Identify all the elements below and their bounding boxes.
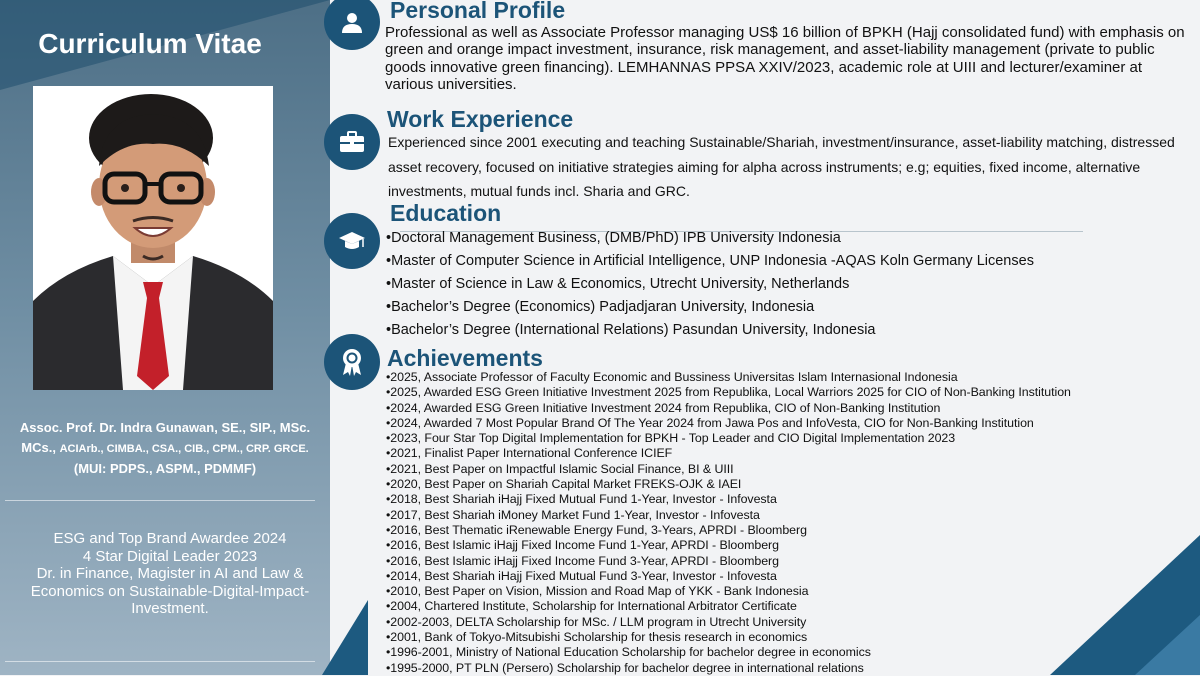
award-ribbon-icon bbox=[324, 334, 380, 390]
name-line-1: Assoc. Prof. Dr. Indra Gunawan, SE., SIP., MSc. bbox=[19, 420, 311, 435]
list-item: •2025, Awarded ESG Green Initiative Investment 2025 from Republika, Local Warriors 2025 for CIO of Non-Banking Institution bbox=[386, 385, 1071, 400]
list-item: •2021, Best Paper on Impactful Islamic Social Finance, BI & UIII bbox=[386, 461, 734, 476]
list-item: •2024, Awarded ESG Green Initiative Investment 2024 from Republika, CIO of Non-Banking Institution bbox=[386, 400, 941, 415]
section-title-work-experience: Work Experience bbox=[387, 106, 574, 132]
section-title-personal-profile: Personal Profile bbox=[390, 0, 566, 23]
profile-photo bbox=[33, 86, 273, 390]
list-item: •2016, Best Islamic iHajj Fixed Income Fund 3-Year, APRDI - Bloomberg bbox=[386, 553, 779, 568]
list-item: •2021, Finalist Paper International Conference ICIEF bbox=[386, 446, 673, 461]
name-block bbox=[0, 418, 330, 479]
list-item: •2016, Best Thematic iRenewable Energy Fund, 3-Years, APRDI - Bloomberg bbox=[386, 522, 807, 537]
award-line: Economics on Sustainable-Digital-Impact- bbox=[30, 582, 310, 600]
list-item: •2010, Best Paper on Vision, Mission and Road Map of YKK - Bank Indonesia bbox=[386, 584, 809, 599]
name-line-2b: ACIArb., CIMBA., CSA., CIB., CPM., CRP. GRCE. bbox=[59, 443, 309, 455]
list-item: •2024, Awarded 7 Most Popular Brand Of The Year 2024 from Jawa Pos and InfoVesta, CIO for Non-Banking Institution bbox=[386, 415, 1034, 430]
name-line-2a: MCs., bbox=[21, 440, 56, 455]
list-item: •2017, Best Shariah iMoney Market Fund 1-Year, Investor - Infovesta bbox=[386, 507, 760, 522]
person-icon bbox=[324, 0, 380, 50]
decorative-triangle bbox=[1135, 615, 1200, 675]
work-experience-text: Experienced since 2001 executing and teaching Sustainable/Shariah, investment/insurance, asset-liability matching, distressed asset recovery, focused on initiative strategies aiming for alpha across instruments; e.g; equities, fixed income, alternative investments, mutual funds incl. Sharia and GRC. bbox=[388, 134, 1175, 199]
name-line-3: (MUI: PDPS., ASPM., PDMMF) bbox=[73, 461, 257, 476]
award-line: ESG and Top Brand Awardee 2024 bbox=[53, 530, 287, 547]
list-item: •Bachelor’s Degree (International Relations) Pasundan University, Indonesia bbox=[386, 322, 876, 338]
list-item: •Bachelor’s Degree (Economics) Padjadjaran University, Indonesia bbox=[386, 299, 815, 315]
award-line: 4 Star Digital Leader 2023 bbox=[82, 547, 258, 565]
list-item: •2002-2003, DELTA Scholarship for MSc. / LLM program in Utrecht University bbox=[386, 614, 807, 629]
list-item: •2025, Associate Professor of Faculty Economic and Bussiness Universitas Islam Internasional Indonesia bbox=[386, 370, 958, 384]
personal-profile-text: Professional as well as Associate Professor managing US$ 16 billion of BPKH (Hajj consolidated fund) with emphasis on green and orange impact investment, insurance, risk management, and asset-liability management (private to public goods innovative green financing). LEMHANNAS PPSA XXIV/2023, academic role at UIII and lecturer/examiner at various universities. bbox=[385, 24, 1185, 93]
name-line-2 bbox=[0, 438, 330, 459]
graduation-cap-icon bbox=[324, 213, 380, 269]
list-item: •1995-2000, PT PLN (Persero) Scholarship for bachelor degree in international relations bbox=[386, 660, 864, 675]
award-line: Dr. in Finance, Magister in AI and Law & bbox=[36, 565, 304, 582]
award-line: Investment. bbox=[131, 600, 209, 617]
list-item: •2018, Best Shariah iHajj Fixed Mutual Fund 1-Year, Investor - Infovesta bbox=[386, 492, 777, 507]
list-item: •2001, Bank of Tokyo-Mitsubishi Scholarship for thesis research in economics bbox=[386, 630, 808, 645]
decorative-triangle bbox=[322, 600, 368, 675]
section-title-education: Education bbox=[390, 200, 502, 226]
list-item: •1996-2001, Ministry of National Education Scholarship for bachelor degree in economics bbox=[386, 645, 871, 660]
education-list bbox=[386, 227, 1034, 342]
list-item: •2004, Chartered Institute, Scholarship for International Arbitrator Certificate bbox=[386, 599, 797, 614]
list-item: •Doctoral Management Business, (DMB/PhD) IPB University Indonesia bbox=[386, 230, 841, 246]
list-item: •2020, Best Paper on Shariah Capital Market FREKS-OJK & IAEI bbox=[386, 477, 742, 492]
list-item: •2016, Best Islamic iHajj Fixed Income Fund 1-Year, APRDI - Bloomberg bbox=[386, 538, 779, 553]
section-title-achievements: Achievements bbox=[387, 345, 543, 371]
list-item: •2014, Best Shariah iHajj Fixed Mutual Fund 3-Year, Investor - Infovesta bbox=[386, 568, 777, 583]
left-panel bbox=[0, 0, 330, 675]
briefcase-icon bbox=[324, 114, 380, 170]
list-item: •2023, Four Star Top Digital Implementation for BPKH - Top Leader and CIO Digital Implementation 2023 bbox=[386, 431, 956, 446]
awards-summary bbox=[0, 530, 330, 618]
achievements-list bbox=[386, 370, 1071, 676]
divider bbox=[5, 500, 315, 501]
list-item: •Master of Computer Science in Artificial Intelligence, UNP Indonesia -AQAS Koln Germany Licenses bbox=[386, 253, 1034, 269]
cv-title: Curriculum Vitae bbox=[38, 28, 262, 59]
divider bbox=[5, 661, 315, 662]
list-item: •Master of Science in Law & Economics, Utrecht University, Netherlands bbox=[386, 276, 850, 292]
